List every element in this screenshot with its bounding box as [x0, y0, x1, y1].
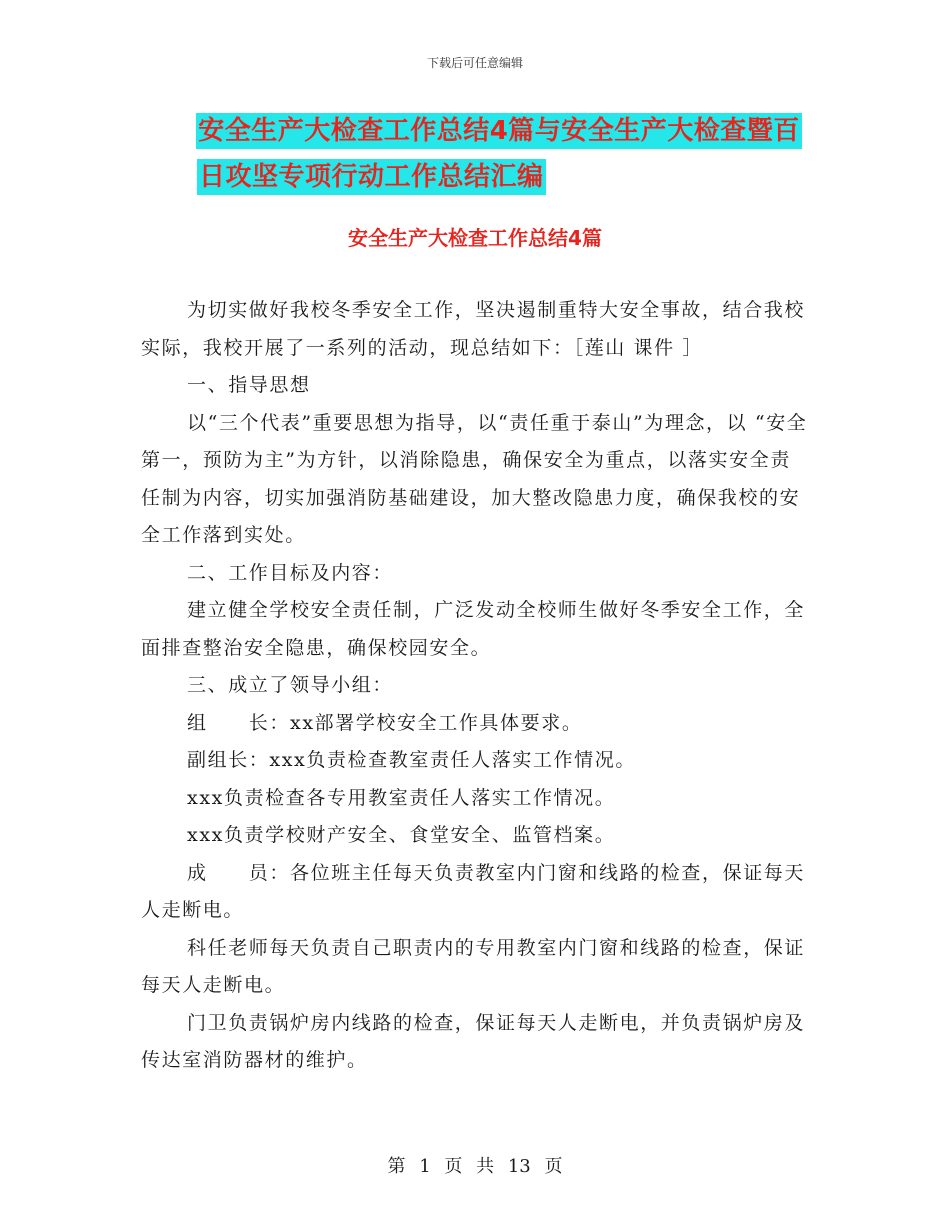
paragraph: xxx负责学校财产安全、食堂安全、监管档案。 [187, 824, 616, 846]
paragraph: 副组长：xxx负责检查教室责任人落实工作情况。 [187, 749, 636, 771]
paragraph: 以“三个代表”重要思想为指导，以“责任重于泰山”为理念，以 “安全第一，预防为主”为方针，以消除隐患，确保安全为重点，以落实安全责任制为内容，切实加强消防基础建设，加大整改隐患力度，确保我校的安全工作落到实处。 [141, 411, 808, 546]
document-body [141, 292, 809, 1080]
paragraph: 科任老师每天负责自己职责内的专用教室内门窗和线路的检查，保证每天人走断电。 [141, 936, 806, 996]
page-footer: 第 1 页 共 13 页 [387, 1156, 563, 1177]
paragraph: xxx负责检查各专用教室责任人落实工作情况。 [187, 786, 616, 809]
paragraph: 门卫负责锅炉房内线路的检查，保证每天人走断电，并负责锅炉房及传达室消防器材的维护。 [141, 1011, 806, 1071]
header-note: 下载后可任意编辑 [426, 56, 523, 70]
document-title-line-1 [0, 110, 950, 147]
paragraph: 一、指导思想 [187, 374, 311, 396]
title-highlight-2: 日攻坚专项行动工作总结汇编 [197, 159, 546, 195]
paragraph: 建立健全学校安全责任制，广泛发动全校师生做好冬季安全工作，全面排查整治安全隐患，确保校园安全。 [141, 599, 806, 659]
paragraph: 二、工作目标及内容： [187, 561, 394, 584]
paragraph: 成 员：各位班主任每天负责教室内门窗和线路的检查，保证每天人走断电。 [141, 861, 806, 921]
paragraph: 组 长：xx部署学校安全工作具体要求。 [187, 711, 583, 734]
document-title-line-2 [0, 156, 950, 193]
section-title: 安全生产大检查工作总结4篇 [348, 226, 602, 250]
paragraph: 三、成立了领导小组： [187, 674, 394, 696]
paragraph: 为切实做好我校冬季安全工作，坚决遏制重特大安全事故，结合我校实际，我校开展了一系列的活动，现总结如下：［莲山 课件 ］ [141, 299, 806, 359]
title-highlight-1: 安全生产大检查工作总结4篇与安全生产大检查暨百 [196, 113, 802, 149]
